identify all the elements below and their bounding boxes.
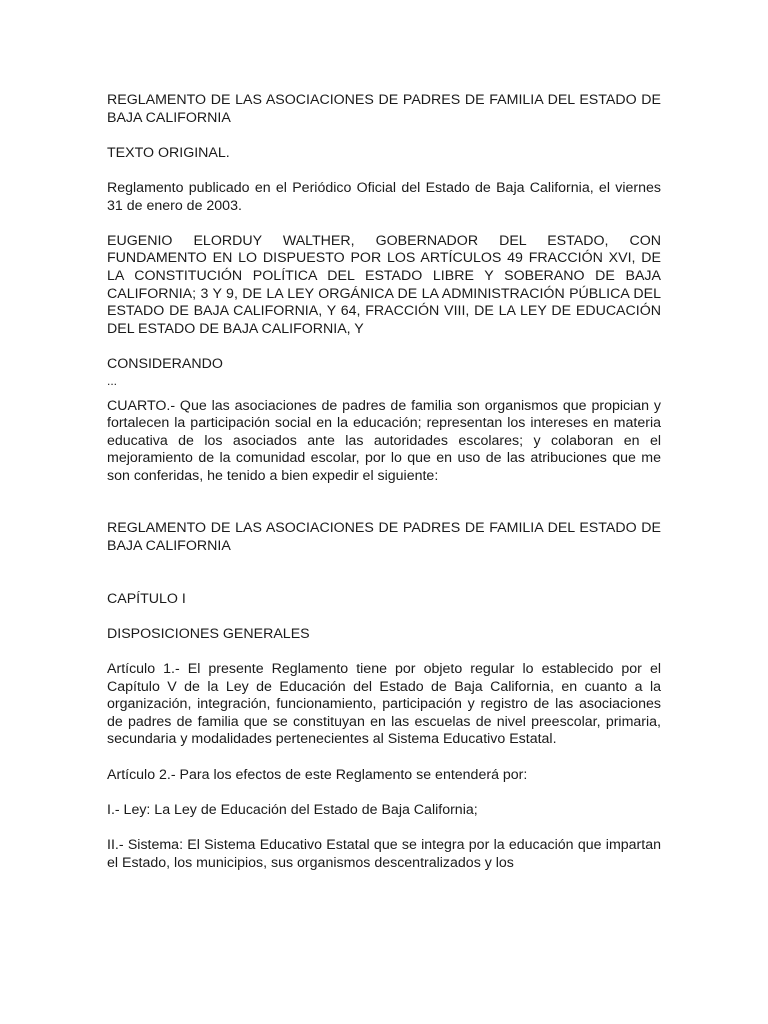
regulation-title: REGLAMENTO DE LAS ASOCIACIONES DE PADRES DE FAMILIA DEL ESTADO DE BAJA CALIFORNIA bbox=[107, 520, 661, 555]
section-heading: DISPOSICIONES GENERALES bbox=[107, 625, 310, 642]
cuarto-paragraph: CUARTO.- Que las asociaciones de padres de familia son organismos que propician y fortalecen la participación social en la educación; representan los intereses en materia educativa de los asociados ante las autoridades escolares; y colaboran en el mejoramiento de la comunidad escolar, por lo que en uso de las atribuciones que me son conferidas, he tenido a bien expedir el siguiente: bbox=[107, 397, 661, 484]
fraction-ii-paragraph: II.- Sistema: El Sistema Educativo Estatal que se integra por la educación que impartan el Estado, los municipios, sus organismos descentralizados y los bbox=[107, 836, 661, 871]
texto-original-label: TEXTO ORIGINAL. bbox=[107, 144, 230, 161]
article-2-paragraph: Artículo 2.- Para los efectos de este Reglamento se entenderá por: bbox=[107, 766, 528, 783]
chapter-heading: CAPÍTULO I bbox=[107, 590, 186, 607]
publication-note: Reglamento publicado en el Periódico Oficial del Estado de Baja California, el viernes 31 de enero de 2003. bbox=[107, 179, 661, 214]
considerando-heading: CONSIDERANDO bbox=[107, 355, 223, 372]
preamble-paragraph: EUGENIO ELORDUY WALTHER, GOBERNADOR DEL ESTADO, CON FUNDAMENTO EN LO DISPUESTO POR LOS ARTÍCULOS 49 FRACCIÓN XVI, DE LA CONSTITUCIÓN POLÍTICA DEL ESTADO LIBRE Y SOBERANO DE BAJA CALIFORNIA; 3 Y 9, DE LA LEY ORGÁNICA DE LA ADMINISTRACIÓN PÚBLICA DEL ESTADO DE BAJA CALIFORNIA, Y 64, FRACCIÓN VIII, DE LA LEY DE EDUCACIÓN DEL ESTADO DE BAJA CALIFORNIA, Y bbox=[107, 232, 661, 337]
omission-ellipsis: ... bbox=[107, 373, 118, 388]
article-1-paragraph: Artículo 1.- El presente Reglamento tiene por objeto regular lo establecido por el Capítulo V de la Ley de Educación del Estado de Baja California, en cuanto a la organización, integración, funcionamiento, participación y registro de las asociaciones de padres de familia que se constituyan en las escuelas de nivel preescolar, primaria, secundaria y modalidades pertenecientes al Sistema Educativo Estatal. bbox=[107, 661, 661, 748]
fraction-i-paragraph: I.- Ley: La Ley de Educación del Estado de Baja California; bbox=[107, 801, 478, 818]
document-title: REGLAMENTO DE LAS ASOCIACIONES DE PADRES DE FAMILIA DEL ESTADO DE BAJA CALIFORNIA bbox=[107, 92, 661, 126]
